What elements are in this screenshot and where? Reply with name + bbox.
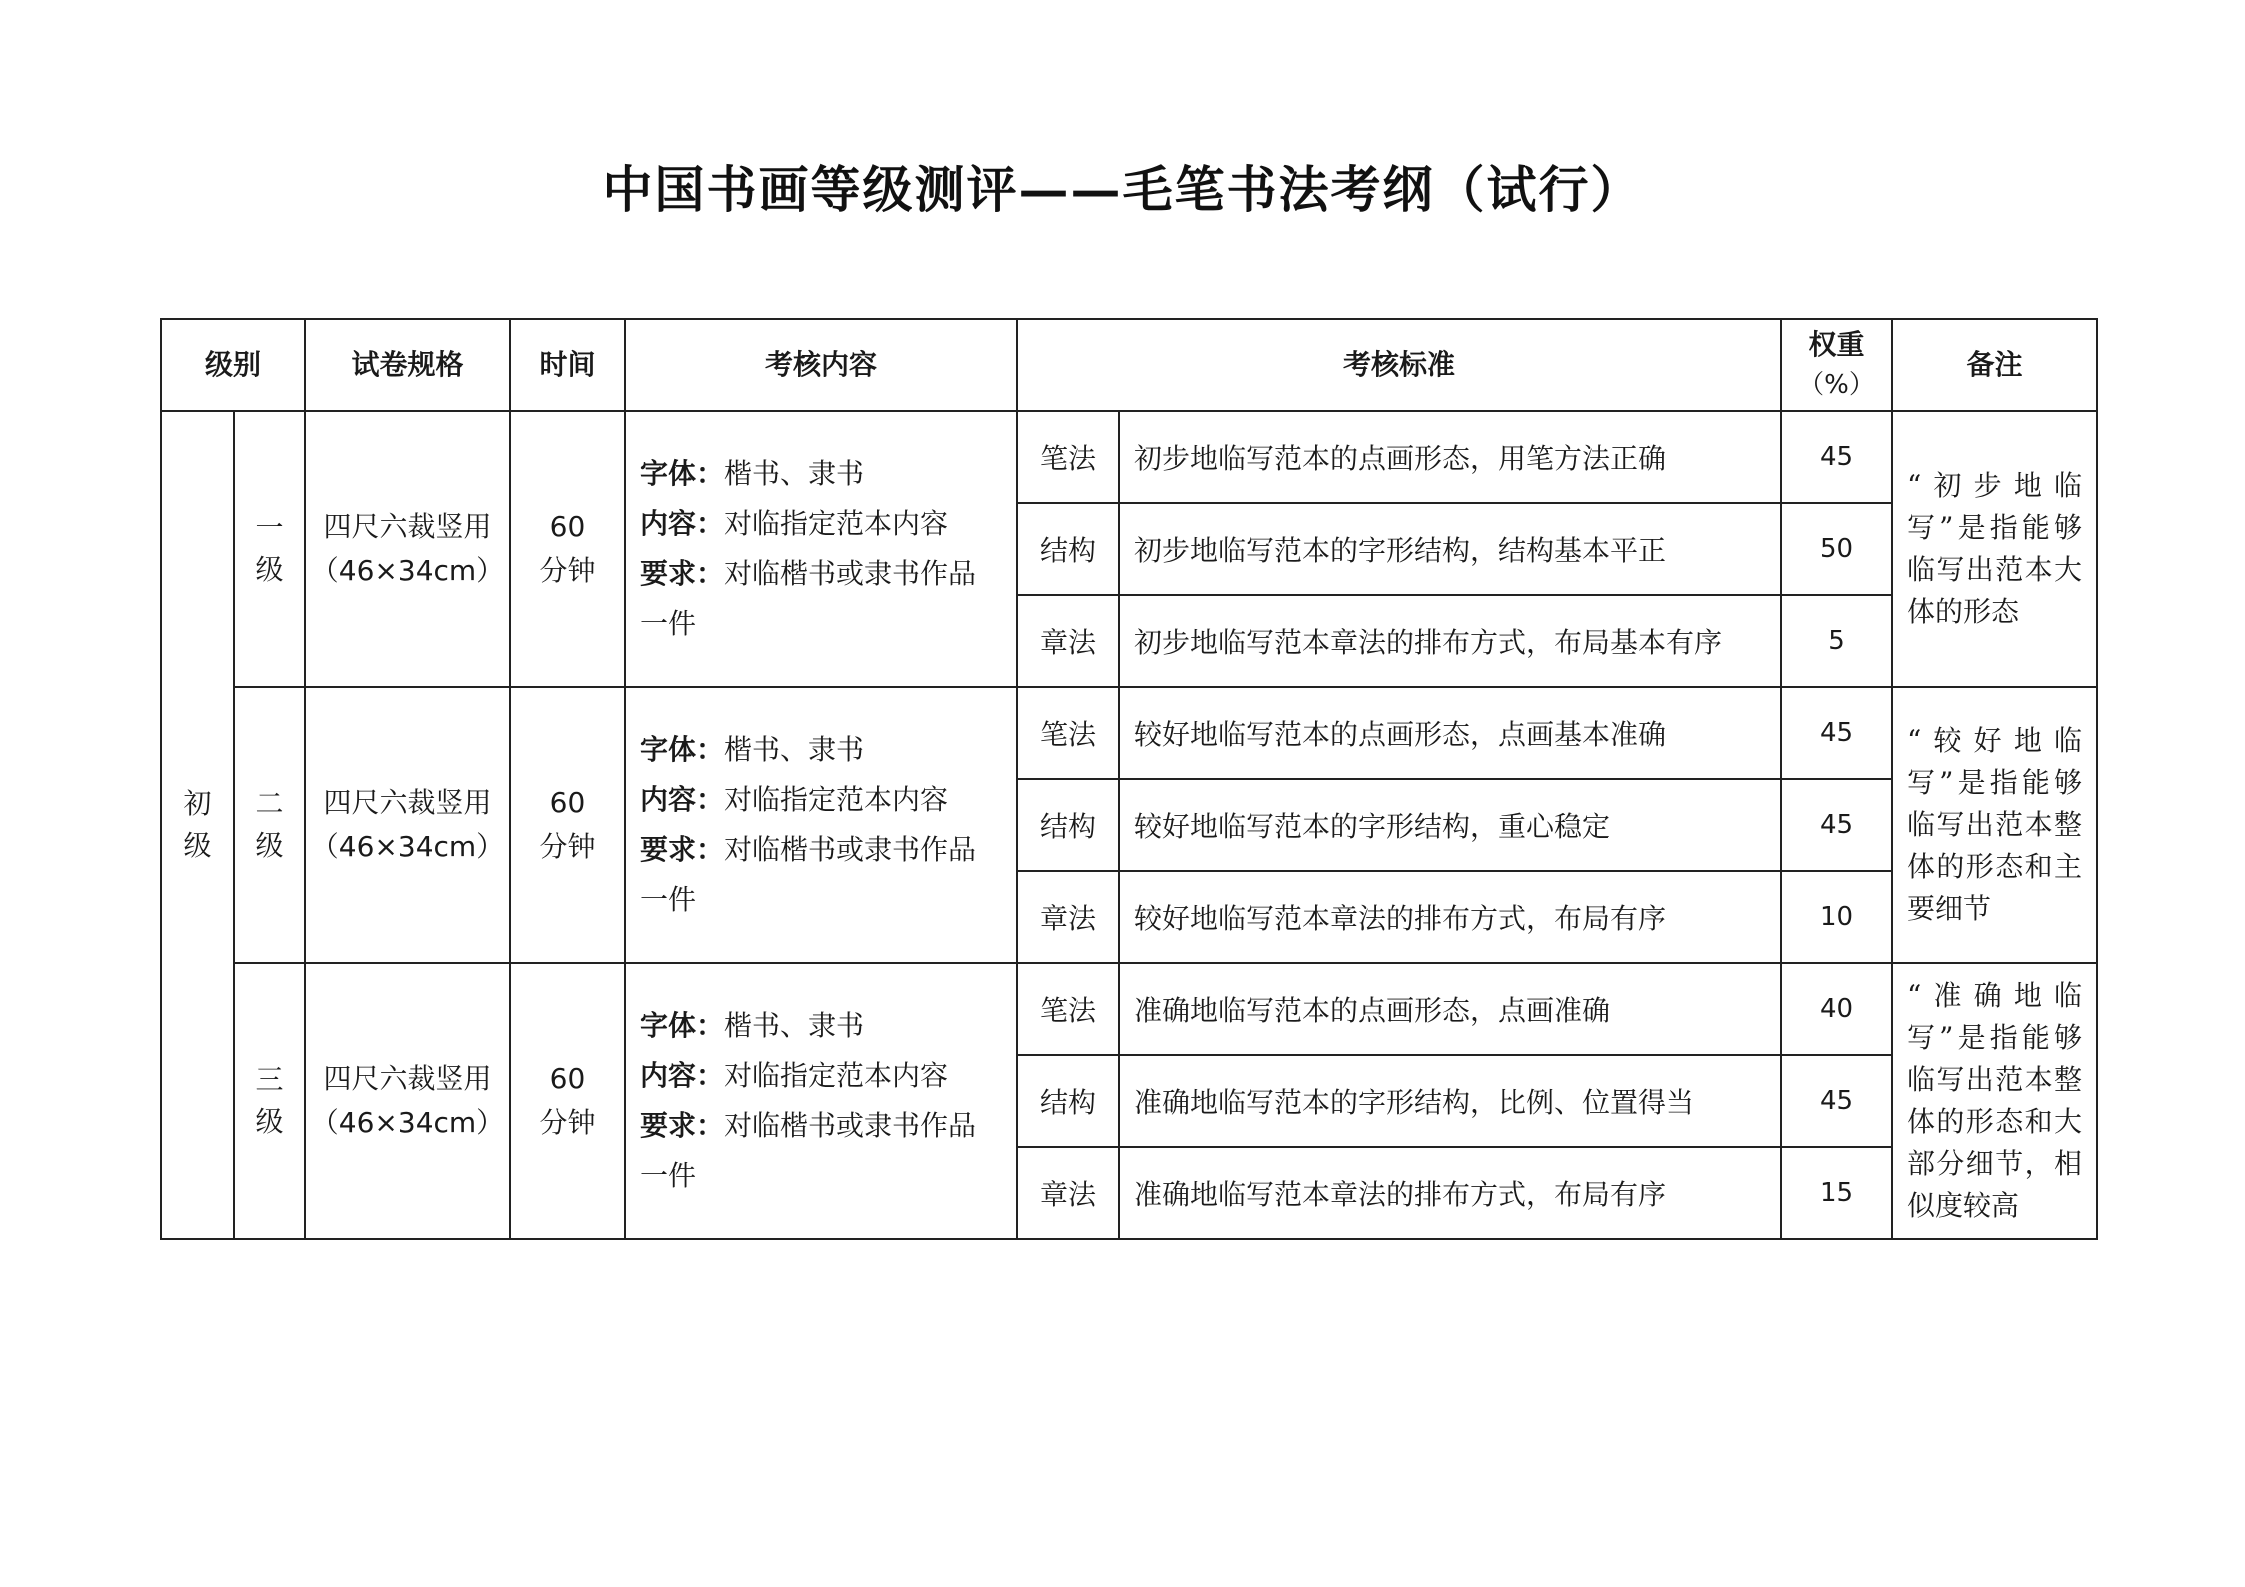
weight-cell: 15 <box>1781 1147 1892 1239</box>
category-cell <box>161 411 234 1239</box>
content-inner-value: 对临指定范本内容 <box>724 783 949 816</box>
weight-cell: 45 <box>1781 411 1892 503</box>
content-req-line <box>640 549 1002 649</box>
weight-cell: 45 <box>1781 779 1892 871</box>
header-row <box>161 319 2097 411</box>
aspect-cell: 结构 <box>1017 1055 1119 1147</box>
content-inner-label: 内容： <box>640 507 725 540</box>
criterion-cell: 较好地临写范本章法的排布方式，布局有序 <box>1119 871 1781 963</box>
table-row <box>161 687 2097 779</box>
content-font-label: 字体： <box>640 733 725 766</box>
aspect-cell: 结构 <box>1017 503 1119 595</box>
content-cell <box>625 963 1017 1239</box>
content-font-label: 字体： <box>640 457 725 490</box>
spec-cell <box>305 687 510 963</box>
level-cell <box>234 687 305 963</box>
weight-cell: 45 <box>1781 687 1892 779</box>
header-content: 考核内容 <box>625 319 1017 411</box>
content-req-value: 对临楷书或隶书作品一件 <box>640 1109 977 1192</box>
content-req-line <box>640 825 1002 925</box>
header-standard: 考核标准 <box>1017 319 1781 411</box>
criterion-cell: 初步地临写范本的字形结构，结构基本平正 <box>1119 503 1781 595</box>
content-cell <box>625 411 1017 687</box>
content-font-line <box>640 1001 1002 1051</box>
aspect-cell: 章法 <box>1017 1147 1119 1239</box>
aspect-cell: 笔法 <box>1017 963 1119 1055</box>
aspect-cell: 章法 <box>1017 595 1119 687</box>
content-inner-label: 内容： <box>640 783 725 816</box>
time-cell <box>510 963 625 1239</box>
header-weight-line2: （%） <box>1798 370 1875 400</box>
note-cell: “较好地临写”是指能够临写出范本整体的形态和主要细节 <box>1892 687 2097 963</box>
content-font-value: 楷书、隶书 <box>724 457 865 490</box>
spec-line: 四尺六裁竖用 <box>323 1062 492 1095</box>
content-inner-line <box>640 1051 1002 1101</box>
table-row <box>161 963 2097 1055</box>
level-char: 级 <box>255 553 284 586</box>
content-inner-value: 对临指定范本内容 <box>724 1059 949 1092</box>
content-cell <box>625 687 1017 963</box>
header-level: 级别 <box>161 319 305 411</box>
weight-cell: 45 <box>1781 1055 1892 1147</box>
aspect-cell: 章法 <box>1017 871 1119 963</box>
header-note: 备注 <box>1892 319 2097 411</box>
level-char: 一 <box>255 511 284 544</box>
aspect-cell: 结构 <box>1017 779 1119 871</box>
exam-outline-table <box>160 318 2098 1240</box>
time-unit: 分钟 <box>539 1106 596 1139</box>
content-inner-value: 对临指定范本内容 <box>724 507 949 540</box>
time-unit: 分钟 <box>539 830 596 863</box>
weight-cell: 10 <box>1781 871 1892 963</box>
note-cell: “准确地临写”是指能够临写出范本整体的形态和大部分细节，相似度较高 <box>1892 963 2097 1239</box>
level-char: 三 <box>255 1063 284 1096</box>
aspect-cell: 笔法 <box>1017 687 1119 779</box>
header-spec: 试卷规格 <box>305 319 510 411</box>
criterion-cell: 初步地临写范本章法的排布方式，布局基本有序 <box>1119 595 1781 687</box>
level-char: 级 <box>255 1105 284 1138</box>
spec-size: （46×34cm） <box>310 554 505 587</box>
level-cell <box>234 963 305 1239</box>
header-time: 时间 <box>510 319 625 411</box>
content-inner-line <box>640 499 1002 549</box>
level-char: 级 <box>255 829 284 862</box>
spec-cell <box>305 963 510 1239</box>
spec-size: （46×34cm） <box>310 1106 505 1139</box>
level-char: 二 <box>255 787 284 820</box>
time-number: 60 <box>549 510 586 543</box>
spec-line: 四尺六裁竖用 <box>323 786 492 819</box>
content-inner-label: 内容： <box>640 1059 725 1092</box>
content-req-line <box>640 1101 1002 1201</box>
time-cell <box>510 687 625 963</box>
content-font-line <box>640 449 1002 499</box>
aspect-cell: 笔法 <box>1017 411 1119 503</box>
time-number: 60 <box>549 1062 586 1095</box>
weight-cell: 50 <box>1781 503 1892 595</box>
header-weight-line1: 权重 <box>1808 328 1865 361</box>
content-req-label: 要求： <box>640 557 725 590</box>
page-title: 中国书画等级测评——毛笔书法考纲（试行） <box>602 160 1643 219</box>
criterion-cell: 较好地临写范本的字形结构，重心稳定 <box>1119 779 1781 871</box>
criterion-cell: 初步地临写范本的点画形态，用笔方法正确 <box>1119 411 1781 503</box>
content-font-value: 楷书、隶书 <box>724 1009 865 1042</box>
spec-size: （46×34cm） <box>310 830 505 863</box>
category-char: 初 <box>183 787 212 820</box>
time-unit: 分钟 <box>539 554 596 587</box>
time-number: 60 <box>549 786 586 819</box>
content-font-line <box>640 725 1002 775</box>
category-char: 级 <box>183 829 212 862</box>
level-cell <box>234 411 305 687</box>
content-font-value: 楷书、隶书 <box>724 733 865 766</box>
content-req-label: 要求： <box>640 833 725 866</box>
time-cell <box>510 411 625 687</box>
weight-cell: 40 <box>1781 963 1892 1055</box>
note-cell: “初步地临写”是指能够临写出范本大体的形态 <box>1892 411 2097 687</box>
criterion-cell: 准确地临写范本的点画形态，点画准确 <box>1119 963 1781 1055</box>
content-req-label: 要求： <box>640 1109 725 1142</box>
spec-line: 四尺六裁竖用 <box>323 510 492 543</box>
content-req-value: 对临楷书或隶书作品一件 <box>640 833 977 916</box>
content-req-value: 对临楷书或隶书作品一件 <box>640 557 977 640</box>
criterion-cell: 准确地临写范本章法的排布方式，布局有序 <box>1119 1147 1781 1239</box>
weight-cell: 5 <box>1781 595 1892 687</box>
criterion-cell: 较好地临写范本的点画形态，点画基本准确 <box>1119 687 1781 779</box>
content-font-label: 字体： <box>640 1009 725 1042</box>
criterion-cell: 准确地临写范本的字形结构，比例、位置得当 <box>1119 1055 1781 1147</box>
table-row <box>161 411 2097 503</box>
header-weight <box>1781 319 1892 411</box>
spec-cell <box>305 411 510 687</box>
content-inner-line <box>640 775 1002 825</box>
